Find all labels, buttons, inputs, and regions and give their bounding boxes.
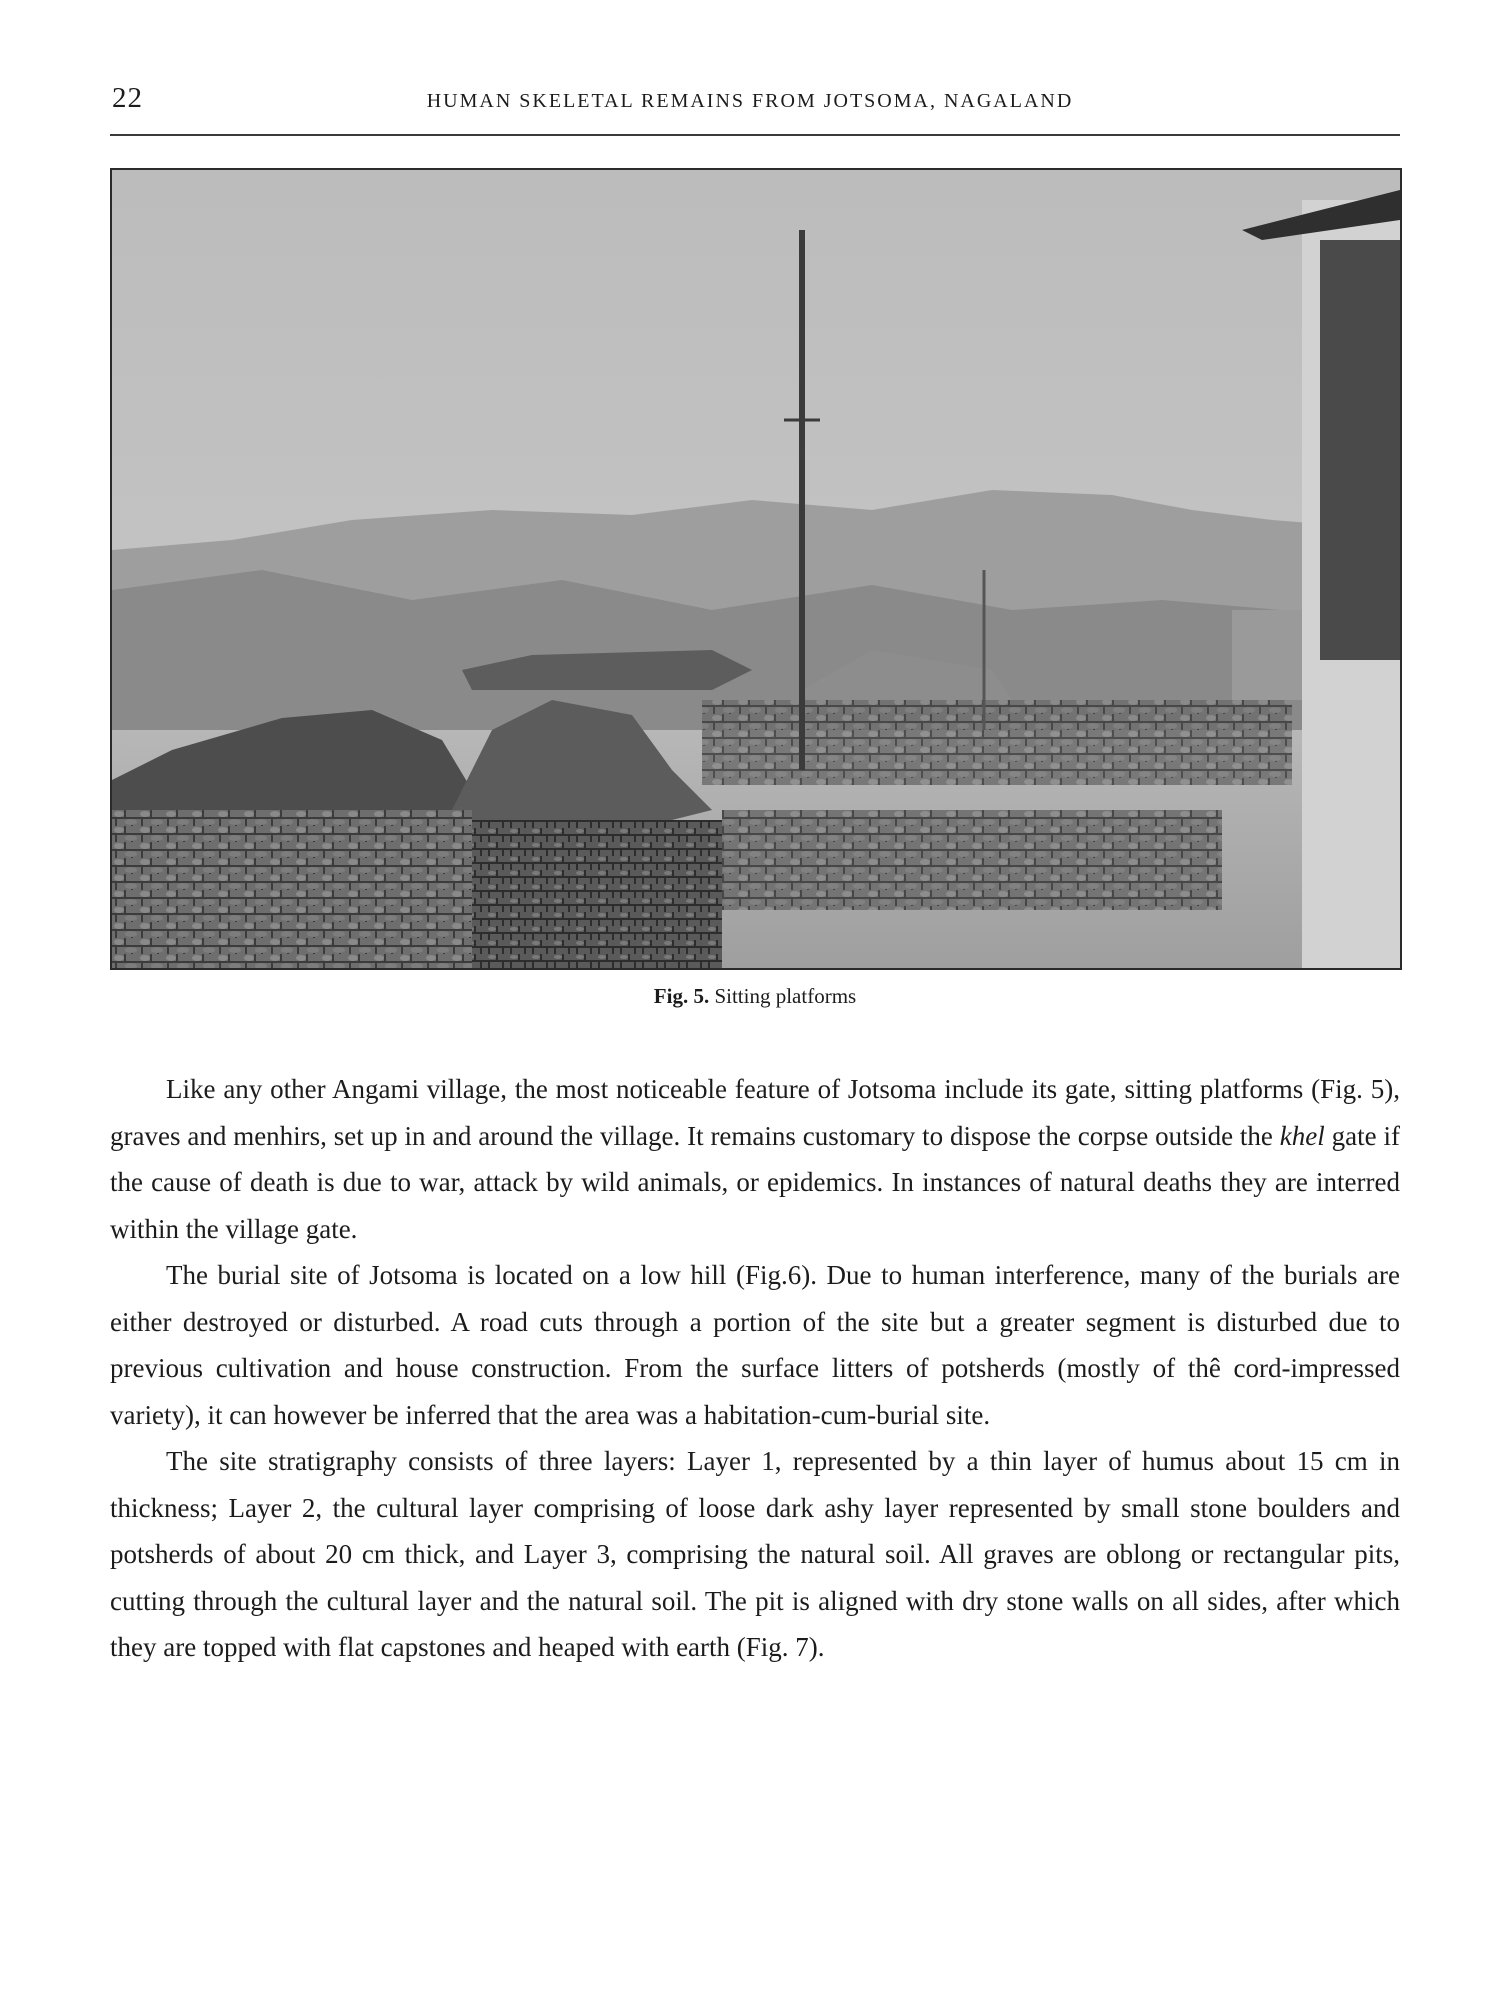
figure-caption-text: Sitting platforms bbox=[709, 984, 857, 1008]
paragraph-1-text-a: Like any other Angami village, the most noticeable feature of Jotsoma include its gate, sitting platforms (Fig. 5), graves and menhirs, set up in and around the village. It remains customary to dispose the corpse outside the bbox=[110, 1074, 1400, 1151]
figure-caption bbox=[110, 984, 1400, 1009]
figure-photograph bbox=[110, 168, 1402, 970]
paragraph-1-emphasis: khel bbox=[1279, 1120, 1325, 1151]
village-photo-illustration bbox=[112, 170, 1400, 968]
page-number: 22 bbox=[112, 82, 143, 114]
paragraph-2: The burial site of Jotsoma is located on a low hill (Fig.6). Due to human interference, many of the burials are either destroyed or disturbed. A road cuts through a portion of the site but a greater segment is disturbed due to previous cultivation and house construction. From the surface litters of potsherds (mostly of thê cord-impressed variety), it can however be inferred that the area was a habitation-cum-burial site. bbox=[110, 1260, 1400, 1430]
stone-wall-front bbox=[722, 810, 1222, 910]
body-text bbox=[110, 1066, 1400, 1671]
paragraph-3: The site stratigraphy consists of three layers: Layer 1, represented by a thin layer of humus about 15 cm in thickness; Layer 2, the cultural layer comprising of loose dark ashy layer represented by small stone boulders and potsherds of about 20 cm thick, and Layer 3, comprising the natural soil. All graves are oblong or rectangular pits, cutting through the cultural layer and the natural soil. The pit is aligned with dry stone walls on all sides, after which they are topped with flat capstones and heaped with earth (Fig. 7). bbox=[110, 1446, 1400, 1662]
running-title: HUMAN SKELETAL REMAINS FROM JOTSOMA, NAGALAND bbox=[426, 90, 1074, 112]
header-rule bbox=[110, 134, 1400, 136]
stone-wall-back bbox=[702, 700, 1292, 785]
paragraph-1-text-b: gate if the cause of death is due to war, attack by wild animals, or epidemics. In instances of natural deaths they are interred within the village gate. bbox=[110, 1120, 1400, 1244]
stone-wall-middle bbox=[472, 820, 722, 968]
stone-wall-left bbox=[112, 810, 472, 968]
figure-label: Fig. 5. bbox=[653, 984, 710, 1008]
building-dark-panel bbox=[1320, 240, 1400, 660]
paragraph-1 bbox=[110, 1066, 1400, 1252]
